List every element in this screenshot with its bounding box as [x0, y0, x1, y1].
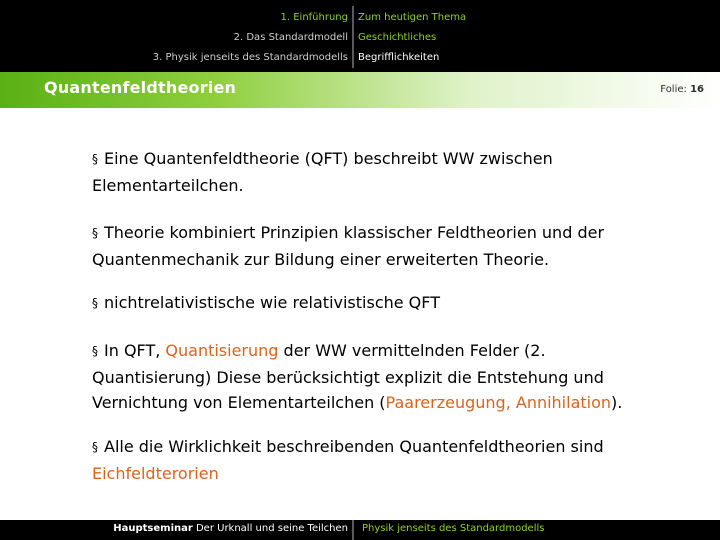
- nav-item-heutiges-thema[interactable]: Zum heutigen Thema: [358, 12, 467, 23]
- slide-number-value: 16: [690, 84, 704, 95]
- nav-divider: [352, 6, 354, 68]
- bullet-text: Theorie kombiniert Prinzipien klassischer Feldtheorien und der Quantenmechanik zur Bildung einer erweiterten Theorie.: [92, 223, 605, 269]
- bullet-text: Alle die Wirklichkeit beschreibenden Quantenfeldtheorien sind: [104, 437, 604, 456]
- slide-title: Quantenfeldtheorien: [44, 78, 237, 97]
- chapter-nav: [0, 8, 348, 68]
- bullet-marker-icon: §: [92, 440, 98, 454]
- nav-item-geschichtliches[interactable]: Geschichtliches: [358, 32, 437, 43]
- nav-item-begrifflichkeiten[interactable]: Begrifflichkeiten: [358, 52, 440, 63]
- nav-item-physik-jenseits[interactable]: 3. Physik jenseits des Standardmodells: [152, 52, 348, 63]
- footer-divider: [352, 520, 354, 540]
- bullet-eichfeldtheorien: [92, 434, 604, 486]
- footer-section: Physik jenseits des Standardmodells: [362, 523, 545, 534]
- section-nav: [358, 8, 698, 68]
- title-bar: [0, 72, 720, 108]
- bullet-theorie-kombiniert: [92, 220, 672, 272]
- nav-item-einfuehrung[interactable]: 1. Einführung: [280, 12, 348, 23]
- top-navigation: [0, 0, 720, 72]
- slide-number: [660, 84, 704, 95]
- bullet-text: Eine Quantenfeldtheorie (QFT) beschreibt WW zwischen Elementarteilchen.: [92, 149, 553, 195]
- bullet-qft-arten: [92, 290, 440, 317]
- bullet-marker-icon: §: [92, 344, 98, 358]
- bullet-text: ).: [611, 393, 623, 412]
- footer-bar: [0, 520, 720, 540]
- bullet-quantisierung: [92, 338, 652, 415]
- slide-number-label: Folie:: [660, 84, 687, 95]
- bullet-text: In QFT,: [104, 341, 166, 360]
- highlight-quantisierung: Quantisierung: [165, 341, 279, 360]
- bullet-marker-icon: §: [92, 226, 98, 240]
- bullet-marker-icon: §: [92, 152, 98, 166]
- bullet-text: der WW vermittelnden Felder (2. Quantisierung) Diese berücksichtigt explizit die Entstehung und Vernichtung von Elementarteilchen (: [92, 341, 604, 412]
- bullet-text: nichtrelativistische wie relativistische QFT: [104, 293, 440, 312]
- footer-seminar-bold: Hauptseminar: [113, 523, 193, 534]
- bullet-qft-definition: [92, 146, 672, 198]
- footer-seminar: [0, 523, 348, 534]
- highlight-eichfeldtheorien: Eichfeldterorien: [92, 464, 219, 483]
- nav-item-standardmodell[interactable]: 2. Das Standardmodell: [233, 32, 348, 43]
- bullet-marker-icon: §: [92, 296, 98, 310]
- footer-seminar-rest: Der Urknall und seine Teilchen: [192, 523, 348, 534]
- highlight-paarerzeugung: Paarerzeugung, Annihilation: [385, 393, 612, 412]
